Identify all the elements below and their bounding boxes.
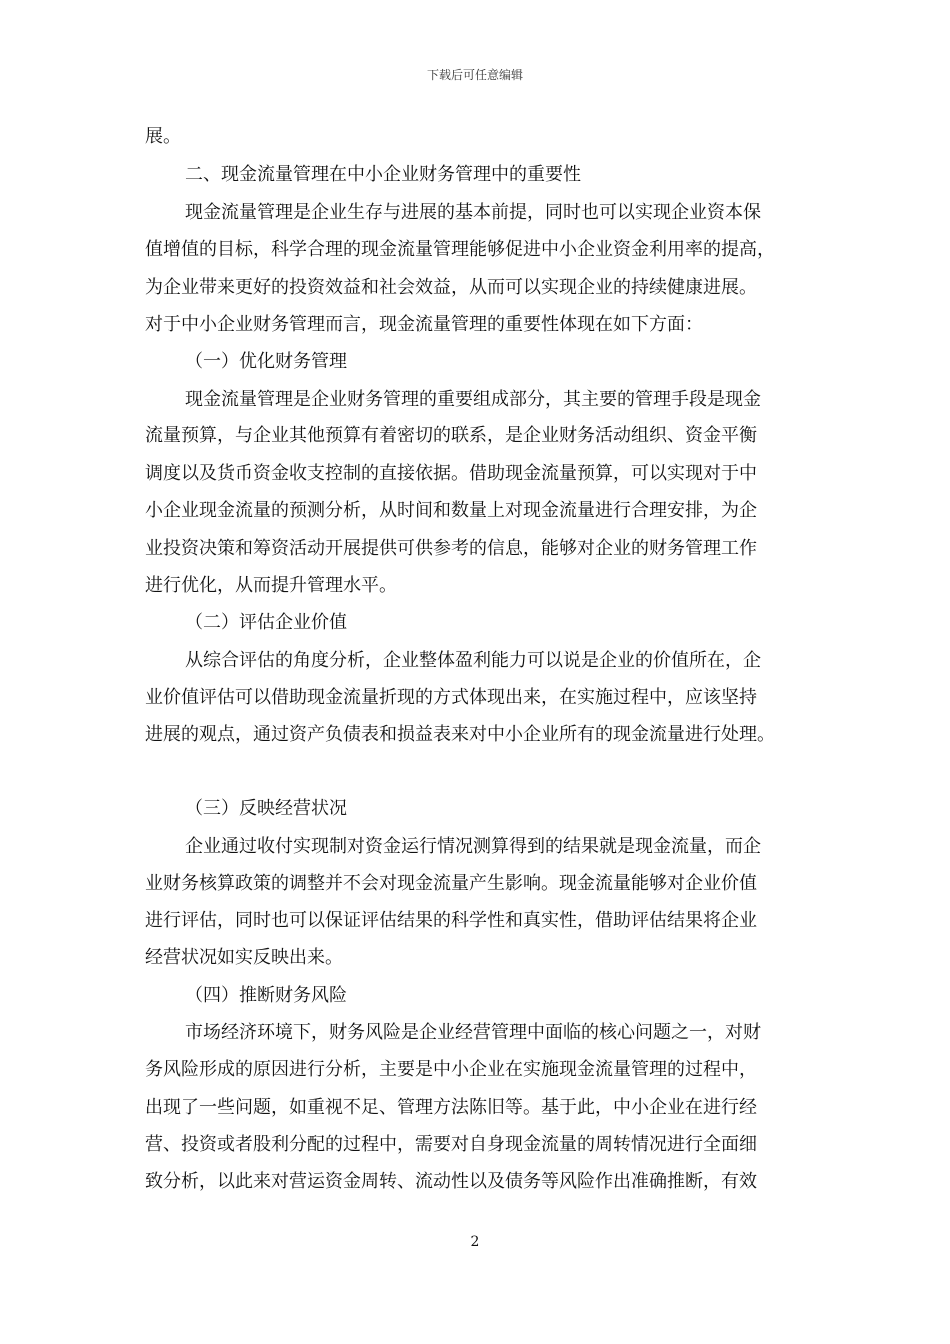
subsection-heading: （一）优化财务管理: [185, 351, 347, 372]
text-line: 企业通过收付实现制对资金运行情况测算得到的结果就是现金流量，而企: [185, 836, 761, 857]
text-line: 出现了一些问题，如重视不足、管理方法陈旧等。基于此，中小企业在进行经: [145, 1097, 757, 1118]
text-line: 进行评估，同时也可以保证评估结果的科学性和真实性，借助评估结果将企业: [145, 910, 757, 931]
text-line: 业价值评估可以借助现金流量折现的方式体现出来，在实施过程中，应该坚持: [145, 687, 757, 708]
text-line: 进行优化，从而提升管理水平。: [145, 575, 397, 596]
subsection-heading: （二）评估企业价值: [185, 612, 347, 633]
subsection-heading: （三）反映经营状况: [185, 798, 347, 819]
text-line: 调度以及货币资金收支控制的直接依据。借助现金流量预算，可以实现对于中: [145, 463, 757, 484]
text-line: 值增值的目标，科学合理的现金流量管理能够促进中小企业资金利用率的提高，: [145, 239, 775, 260]
text-line: 现金流量管理是企业生存与进展的基本前提，同时也可以实现企业资本保: [185, 202, 761, 223]
text-line: 现金流量管理是企业财务管理的重要组成部分，其主要的管理手段是现金: [185, 389, 761, 410]
page-number: 2: [470, 1234, 480, 1250]
text-line: 展。: [145, 126, 181, 147]
text-line: 从综合评估的角度分析，企业整体盈利能力可以说是企业的价值所在，企: [185, 650, 761, 671]
text-line: 营、投资或者股利分配的过程中，需要对自身现金流量的周转情况进行全面细: [145, 1134, 757, 1155]
text-line: 致分析，以此来对营运资金周转、流动性以及债务等风险作出准确推断，有效: [145, 1171, 757, 1192]
text-line: 务风险形成的原因进行分析，主要是中小企业在实施现金流量管理的过程中，: [145, 1059, 757, 1080]
subsection-heading: （四）推断财务风险: [185, 985, 347, 1006]
section-heading: 二、现金流量管理在中小企业财务管理中的重要性: [185, 164, 581, 185]
text-line: 为企业带来更好的投资效益和社会效益，从而可以实现企业的持续健康进展。: [145, 277, 757, 298]
text-line: 市场经济环境下，财务风险是企业经营管理中面临的核心问题之一，对财: [185, 1022, 761, 1043]
text-line: 流量预算，与企业其他预算有着密切的联系，是企业财务活动组织、资金平衡: [145, 425, 757, 446]
page-header: 下载后可任意编辑: [426, 68, 523, 82]
text-line: 进展的观点，通过资产负债表和损益表来对中小企业所有的现金流量进行处理。: [145, 724, 775, 745]
text-line: 业财务核算政策的调整并不会对现金流量产生影响。现金流量能够对企业价值: [145, 873, 757, 894]
text-line: 经营状况如实反映出来。: [145, 947, 343, 968]
text-line: 对于中小企业财务管理而言，现金流量管理的重要性体现在如下方面：: [145, 314, 703, 335]
text-line: 业投资决策和筹资活动开展提供可供参考的信息，能够对企业的财务管理工作: [145, 538, 757, 559]
text-line: 小企业现金流量的预测分析，从时间和数量上对现金流量进行合理安排，为企: [145, 500, 757, 521]
